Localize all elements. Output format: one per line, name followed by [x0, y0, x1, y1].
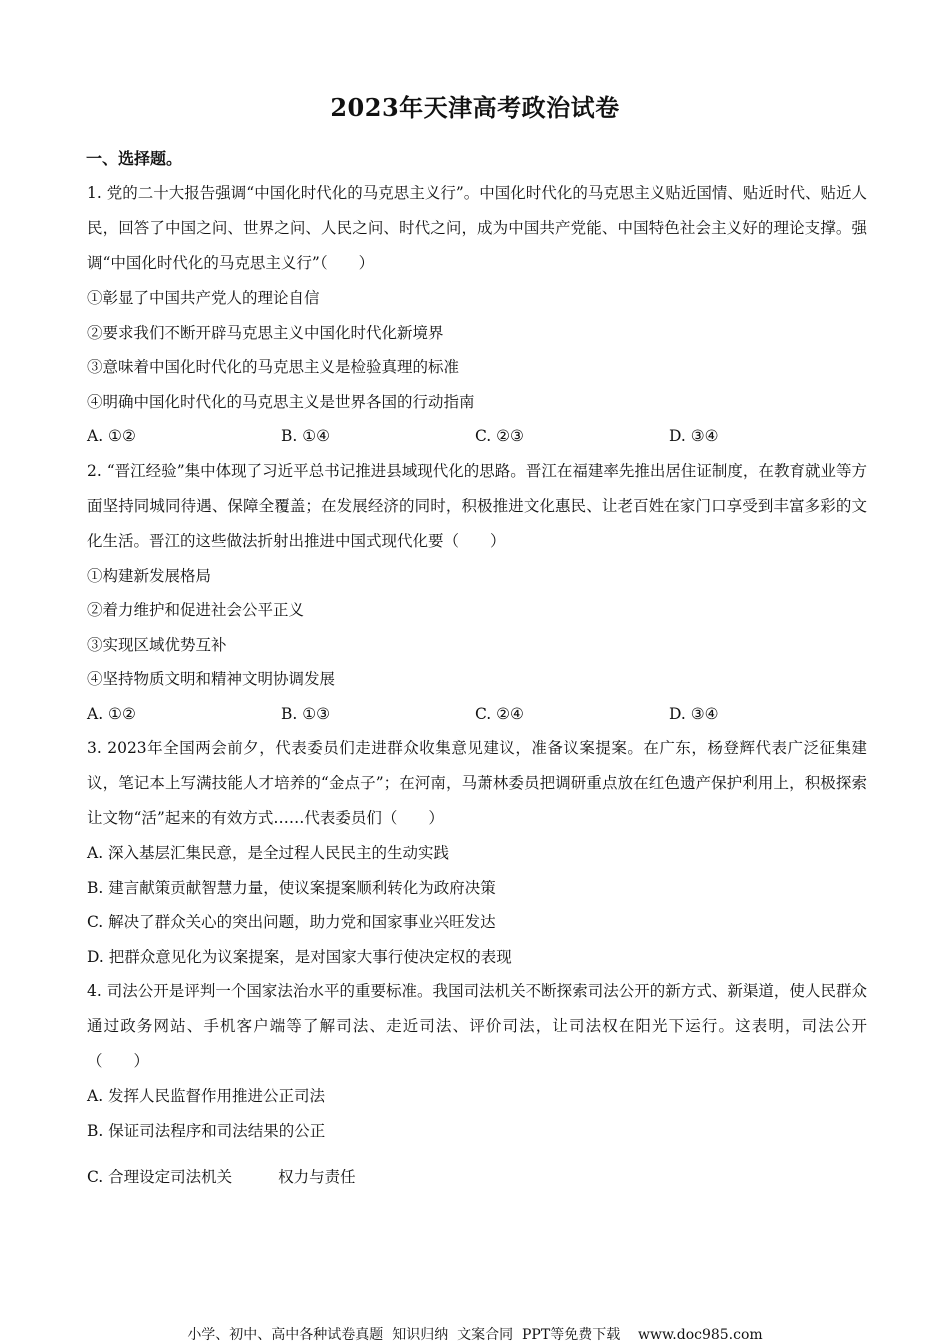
- choice-c: C. ②③: [475, 427, 524, 445]
- question-stem: 1. 党的二十大报告强调“中国化时代化的马克思主义行”。中国化时代化的马克思主义贴近国情、贴近时代、贴近人民，回答了中国之问、世界之问、人民之问、时代之问，成为中国共产党能、中国特色社会主义好的理论支撑。强调“中国化时代化的马克思主义行”（ ）: [87, 184, 867, 272]
- question-stem: 2. “晋江经验”集中体现了习近平总书记推进县域现代化的思路。晋江在福建率先推出居住证制度，在教育就业等方面坚持同城同待遇、保障全覆盖；在发展经济的同时，积极推进文化惠民、让老百姓在家门口享受到丰富多彩的文化生活。晋江的这些做法折射出推进中国式现代化要（ ）: [87, 461, 867, 550]
- answer-choices: [87, 697, 867, 732]
- page-footer: 小学、初中、高中各种试卷真题 知识归纳 文案合同 PPT等免费下载 www.doc985.com: [187, 1327, 763, 1343]
- question-stem: 4. 司法公开是评判一个国家法治水平的重要标准。我国司法机关不断探索司法公开的新方式、新渠道，使人民群众通过政务网站、手机客户端等了解司法、走近司法、评价司法，让司法权在阳光下运行。这表明，司法公开（ ）: [87, 982, 867, 1070]
- statement-item: ①彰显了中国共产党人的理论自信: [87, 289, 320, 307]
- page-title: 2023年天津高考政治试卷: [330, 93, 620, 122]
- statement-item: ④明确中国化时代化的马克思主义是世界各国的行动指南: [87, 392, 475, 411]
- question-list: [87, 176, 867, 1195]
- choice-c: [87, 1160, 867, 1195]
- choice-d: D. 把群众意见化为议案提案，是对国家大事行使决定权的表现: [87, 947, 512, 966]
- choice-c: C. 解决了群众关心的突出问题，助力党和国家事业兴旺发达: [87, 913, 496, 931]
- question-1: [87, 176, 867, 454]
- choice-a: A. 发挥人民监督作用推进公正司法: [87, 1087, 326, 1105]
- statement-item: ②着力维护和促进社会公平正义: [87, 601, 305, 619]
- choice-a: A. 深入基层汇集民意，是全过程人民民主的生动实践: [87, 844, 450, 862]
- section-heading: 一、选择题。: [86, 149, 183, 168]
- choice-c-part-1: C. 合理设定司法机关: [87, 1168, 233, 1186]
- choice-a: A. ①②: [87, 704, 136, 723]
- choice-b: B. ①③: [281, 704, 331, 723]
- question-4: [87, 974, 867, 1195]
- statement-item: ①构建新发展格局: [87, 566, 212, 585]
- choice-a: A. ①②: [87, 427, 136, 445]
- statement-item: ③实现区域优势互补: [87, 635, 227, 654]
- choice-d: D. ③④: [669, 704, 719, 723]
- choice-b: B. ①④: [281, 427, 331, 445]
- question-stem: 3. 2023年全国两会前夕，代表委员们走进群众收集意见建议，准备议案提案。在广东，杨登辉代表广泛征集建议，笔记本上写满技能人才培养的“金点子”；在河南，马萧林委员把调研重点放在红色遗产保护利用上，积极探索让文物“活”起来的有效方式……代表委员们（ ）: [87, 739, 867, 827]
- choice-b: B. 建言献策贡献智慧力量，使议案提案顺利转化为政府决策: [87, 878, 496, 897]
- choice-c: C. ②④: [475, 704, 524, 723]
- answer-choices: [87, 419, 867, 454]
- question-3: [87, 731, 867, 974]
- statement-item: ②要求我们不断开辟马克思主义中国化时代化新境界: [87, 323, 444, 342]
- statement-item: ④坚持物质文明和精神文明协调发展: [87, 670, 336, 688]
- statement-item: ③意味着中国化时代化的马克思主义是检验真理的标准: [87, 358, 460, 376]
- choice-b: B. 保证司法程序和司法结果的公正: [87, 1121, 326, 1140]
- choice-d: D. ③④: [669, 427, 719, 445]
- choice-c-part-2: 权力与责任: [278, 1168, 356, 1186]
- question-2: [87, 454, 867, 732]
